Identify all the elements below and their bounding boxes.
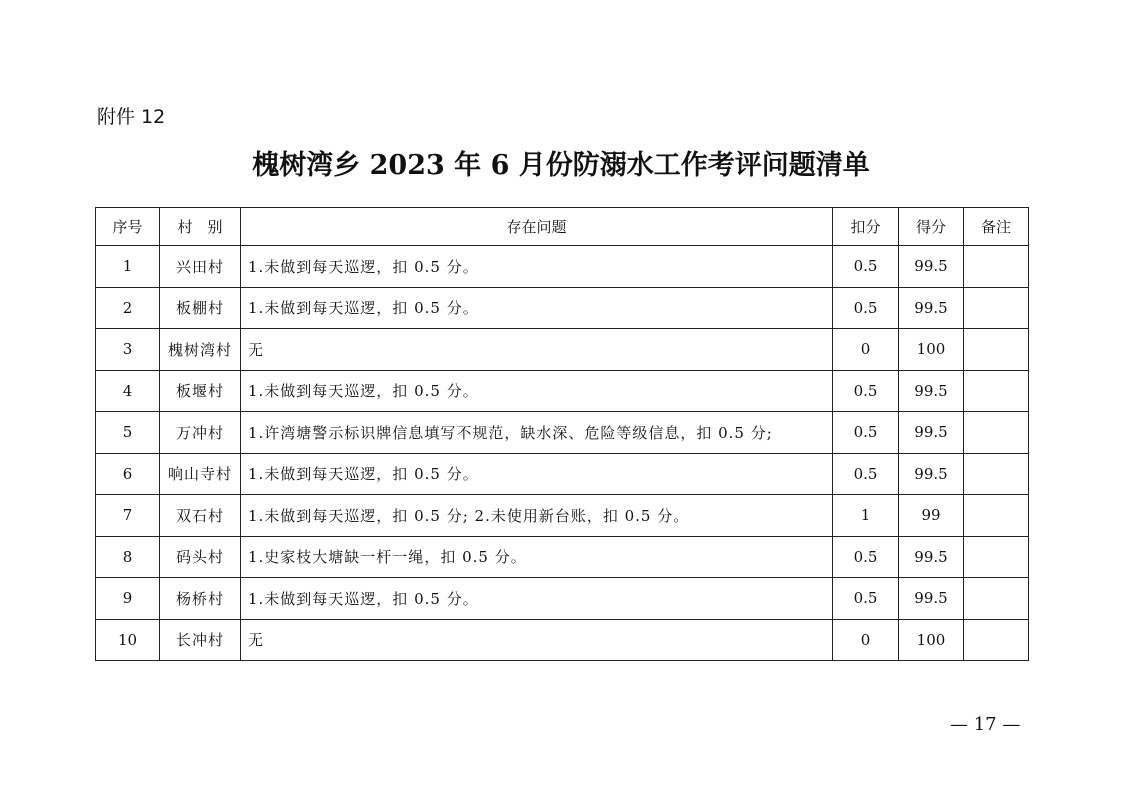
cell-issues: 1.史家枝大塘缺一杆一绳，扣 0.5 分。 xyxy=(241,536,833,578)
table-row xyxy=(96,412,1029,454)
cell-index: 2 xyxy=(96,287,160,329)
cell-index: 5 xyxy=(96,412,160,454)
header-remarks: 备注 xyxy=(964,208,1029,246)
cell-village: 万冲村 xyxy=(160,412,241,454)
document-title: 槐树湾乡 2023 年 6 月份防溺水工作考评问题清单 xyxy=(252,150,870,181)
table-row xyxy=(96,578,1029,620)
attachment-label: 附件 12 xyxy=(97,106,166,128)
header-score: 得分 xyxy=(899,208,964,246)
cell-deduction: 0.5 xyxy=(833,412,899,454)
cell-village: 双石村 xyxy=(160,495,241,537)
cell-village: 兴田村 xyxy=(160,246,241,288)
cell-score: 99.5 xyxy=(899,246,964,288)
cell-village: 板棚村 xyxy=(160,287,241,329)
cell-village: 板堰村 xyxy=(160,370,241,412)
table-header-row xyxy=(96,208,1029,246)
table-row xyxy=(96,495,1029,537)
cell-issues: 1.未做到每天巡逻，扣 0.5 分。 xyxy=(241,246,833,288)
table-row xyxy=(96,453,1029,495)
cell-score: 99.5 xyxy=(899,287,964,329)
table-row xyxy=(96,619,1029,661)
cell-deduction: 0.5 xyxy=(833,287,899,329)
cell-remarks xyxy=(964,578,1029,620)
table-row xyxy=(96,287,1029,329)
cell-village: 码头村 xyxy=(160,536,241,578)
cell-issues: 1.许湾塘警示标识牌信息填写不规范，缺水深、危险等级信息，扣 0.5 分; xyxy=(241,412,833,454)
cell-issues: 1.未做到每天巡逻，扣 0.5 分。 xyxy=(241,578,833,620)
cell-index: 10 xyxy=(96,619,160,661)
cell-remarks xyxy=(964,370,1029,412)
cell-issues: 1.未做到每天巡逻，扣 0.5 分; 2.未使用新台账，扣 0.5 分。 xyxy=(241,495,833,537)
cell-issues: 无 xyxy=(241,619,833,661)
cell-remarks xyxy=(964,536,1029,578)
cell-village: 槐树湾村 xyxy=(160,329,241,371)
issues-table xyxy=(95,207,1029,661)
cell-deduction: 0.5 xyxy=(833,246,899,288)
cell-village: 杨桥村 xyxy=(160,578,241,620)
cell-village: 响山寺村 xyxy=(160,453,241,495)
cell-village: 长冲村 xyxy=(160,619,241,661)
table-row xyxy=(96,329,1029,371)
cell-deduction: 0.5 xyxy=(833,578,899,620)
cell-remarks xyxy=(964,412,1029,454)
cell-deduction: 0 xyxy=(833,619,899,661)
cell-deduction: 0.5 xyxy=(833,536,899,578)
cell-score: 99.5 xyxy=(899,370,964,412)
cell-score: 99 xyxy=(899,495,964,537)
cell-remarks xyxy=(964,453,1029,495)
cell-deduction: 0.5 xyxy=(833,370,899,412)
cell-issues: 1.未做到每天巡逻，扣 0.5 分。 xyxy=(241,370,833,412)
cell-score: 100 xyxy=(899,329,964,371)
cell-remarks xyxy=(964,495,1029,537)
cell-remarks xyxy=(964,246,1029,288)
table-row xyxy=(96,536,1029,578)
cell-score: 99.5 xyxy=(899,578,964,620)
cell-remarks xyxy=(964,329,1029,371)
page-number: — 17 — xyxy=(950,714,1021,735)
header-issues: 存在问题 xyxy=(241,208,833,246)
table-row xyxy=(96,246,1029,288)
header-village: 村 别 xyxy=(160,208,241,246)
cell-score: 100 xyxy=(899,619,964,661)
cell-score: 99.5 xyxy=(899,412,964,454)
cell-index: 9 xyxy=(96,578,160,620)
cell-issues: 无 xyxy=(241,329,833,371)
cell-score: 99.5 xyxy=(899,536,964,578)
cell-index: 3 xyxy=(96,329,160,371)
cell-index: 1 xyxy=(96,246,160,288)
cell-score: 99.5 xyxy=(899,453,964,495)
table-row xyxy=(96,370,1029,412)
header-index: 序号 xyxy=(96,208,160,246)
cell-issues: 1.未做到每天巡逻，扣 0.5 分。 xyxy=(241,287,833,329)
cell-index: 7 xyxy=(96,495,160,537)
cell-index: 4 xyxy=(96,370,160,412)
cell-deduction: 0 xyxy=(833,329,899,371)
cell-issues: 1.未做到每天巡逻，扣 0.5 分。 xyxy=(241,453,833,495)
cell-remarks xyxy=(964,287,1029,329)
cell-deduction: 1 xyxy=(833,495,899,537)
cell-index: 8 xyxy=(96,536,160,578)
cell-deduction: 0.5 xyxy=(833,453,899,495)
cell-index: 6 xyxy=(96,453,160,495)
cell-remarks xyxy=(964,619,1029,661)
header-deduction: 扣分 xyxy=(833,208,899,246)
